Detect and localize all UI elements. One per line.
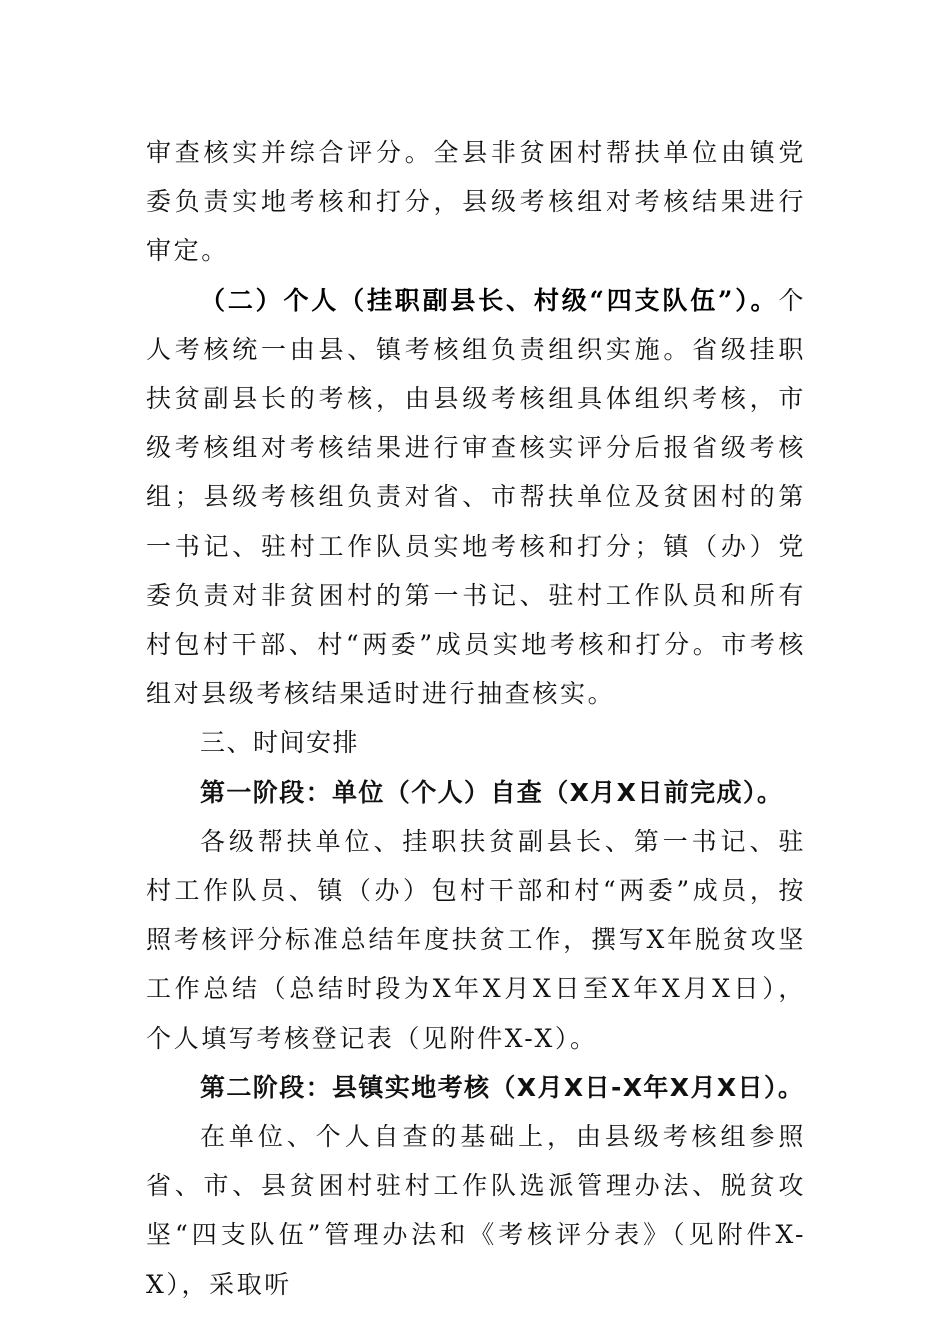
paragraph-text: 审查核实并综合评分。全县非贫困村帮扶单位由镇党委负责实地考核和打分，县级考核组对考核结果进行审定。 xyxy=(146,138,806,266)
document-body xyxy=(146,128,806,1309)
paragraph-individual-assessment xyxy=(146,276,806,719)
stage2-paragraph xyxy=(146,1112,806,1309)
stage1-heading xyxy=(146,768,806,817)
stage2-heading xyxy=(146,1063,806,1112)
stage1-paragraph xyxy=(146,817,806,1063)
subsection-title: （二）个人（挂职副县长、村级“四支队伍”）。 xyxy=(200,285,779,315)
paragraph-continuation xyxy=(146,128,806,276)
section-heading-schedule xyxy=(146,718,806,767)
stage-title: 第二阶段：县镇实地考核（X月X日-X年X月X日）。 xyxy=(200,1072,805,1102)
paragraph-text: 在单位、个人自查的基础上，由县级考核组参照省、市、县贫困村驻村工作队选派管理办法、脱贫攻坚“四支队伍”管理办法和《考核评分表》（见附件X-X），采取听 xyxy=(146,1122,806,1299)
stage-title: 第一阶段：单位（个人）自查（X月X日前完成）。 xyxy=(200,777,784,807)
section-heading: 三、时间安排 xyxy=(200,728,360,758)
paragraph-text: 各级帮扶单位、挂职扶贫副县长、第一书记、驻村工作队员、镇（办）包村干部和村“两委”成员，按照考核评分标准总结年度扶贫工作，撰写X年脱贫攻坚工作总结（总结时段为X年X月X日至X年X月X日），个人填写考核登记表（见附件X-X）。 xyxy=(146,826,806,1053)
paragraph-text: 个人考核统一由县、镇考核组负责组织实施。省级挂职扶贫副县长的考核，由县级考核组具体组织考核，市级考核组对考核结果进行审查核实评分后报省级考核组；县级考核组负责对省、市帮扶单位及贫困村的第一书记、驻村工作队员实地考核和打分；镇（办）党委负责对非贫困村的第一书记、驻村工作队员和所有村包村干部、村“两委”成员实地考核和打分。市考核组对县级考核结果适时进行抽查核实。 xyxy=(146,285,806,709)
